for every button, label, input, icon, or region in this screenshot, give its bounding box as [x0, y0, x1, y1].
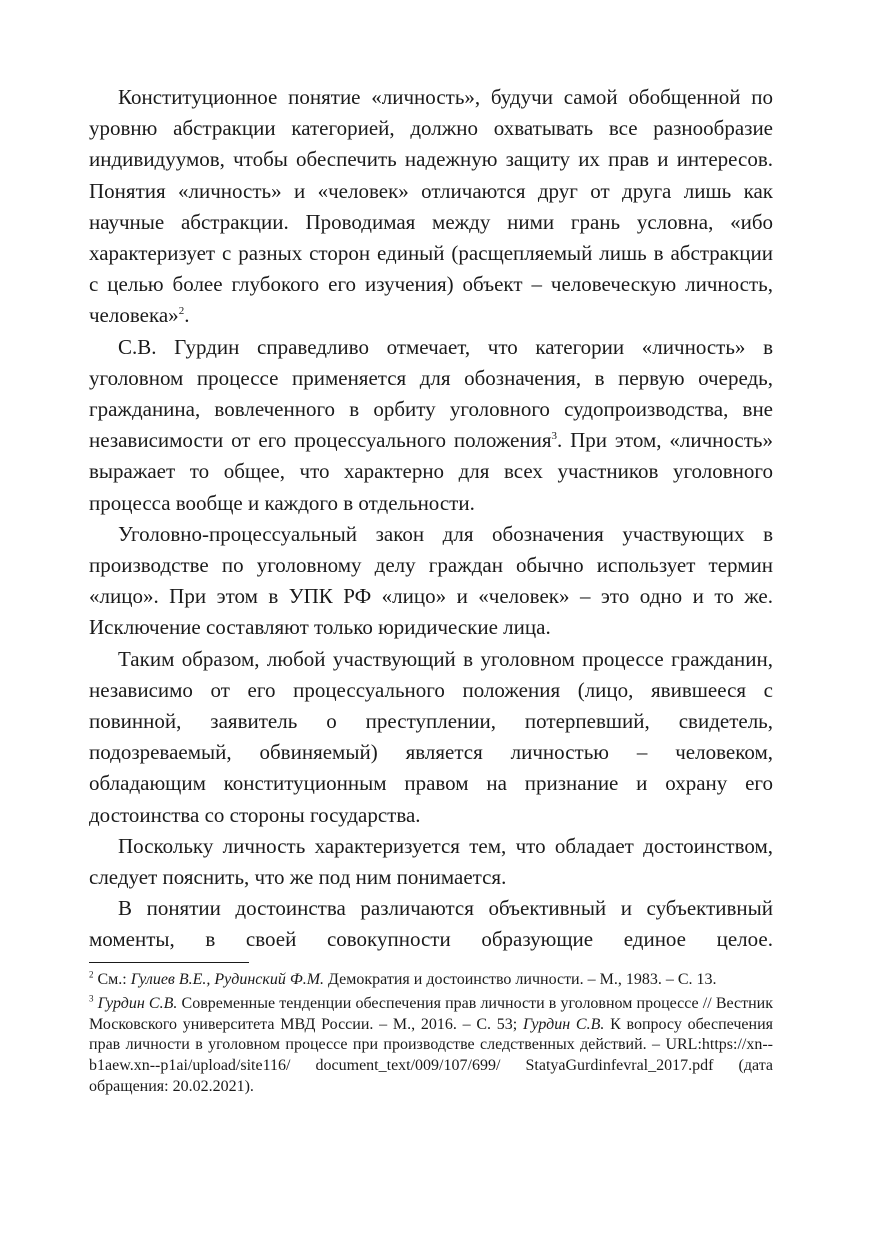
paragraph-4: Таким образом, любой участвующий в уголовном процессе гражданин, независимо от его процессуального положения (лицо, явившееся с повинной, заявитель о преступлении, потерпевший, свидетель, подозреваемый, обвиняемый) является личностью – человеком, обладающим конституционным правом на признание и охрану его достоинства со стороны государства.: [89, 646, 773, 827]
footnote-author: Гурдин С.В.: [93, 995, 178, 1013]
paragraph-3: Уголовно-процессуальный закон для обозначения участвующих в производстве по уголовному делу граждан обычно использует термин «лицо». При этом в УПК РФ «лицо» и «человек» – это одно и то же. Исключение составляют только юридические лица.: [89, 521, 773, 640]
paragraph-tail: .: [184, 303, 190, 328]
footnote-text: См.:: [93, 970, 131, 988]
paragraph-2: [89, 332, 773, 519]
footnote-text: Современные тенденции обеспечения прав личности в уголовном процессе // Вестник Московского университета МВД России. – М., 2016. – С. 53;: [89, 995, 773, 1033]
footnote-ref-2[interactable]: 2: [178, 305, 185, 318]
footnote-author: Гулиев В.Е., Рудинский Ф.М.: [130, 970, 325, 988]
footnote-3: [89, 994, 773, 1097]
paragraph-text: Конституционное понятие «личность», будучи самой обобщенной по уровню абстракции категорией, должно охватывать все разнообразие индивидуумов, чтобы обеспечить надежную защиту их прав и интересов. Понятия «личность» и «человек» отличаются друг от друга лишь как научные абстракции. Проводимая между ними грань условна, «ибо характеризует с разных сторон единый (расщепляемый лишь в абстракции с целью более глубокого его изучения) объект – человеческую личность, человека»: [89, 85, 773, 328]
footnote-text[interactable]: К вопросу обеспечения прав личности в уголовном процессе при производстве следственных действий. – URL:https://xn--b1aew.xn--p1ai/upload/site116/ document_text/009/107/699/ StatyaGurdinfevral_2017.pdf (дата обращения: 20.02.2021).: [89, 1015, 773, 1095]
paragraph-6: В понятии достоинства различаются объективный и субъективный моменты, в своей совокупности образующие единое целое.: [89, 896, 773, 952]
footnote-2: [89, 970, 773, 991]
paragraph-tail: . При этом, «личность» выражает то общее, что характерно для всех участников уголовного процесса вообще и каждого в отдельности.: [89, 428, 773, 515]
footnote-mark: 2: [89, 969, 94, 980]
footnote-separator: [89, 962, 249, 963]
paragraph-5: Поскольку личность характеризуется тем, что обладает достоинством, следует пояснить, что же под ним понимается.: [89, 833, 773, 890]
paragraph-text: С.В. Гурдин справедливо отмечает, что категории «личность» в уголовном процессе применяется для обозначения, в первую очередь, гражданина, вовлеченного в орбиту уголовного судопроизводства, вне независимости от его процессуального положения: [89, 334, 773, 453]
footnote-author: Гурдин С.В.: [523, 1015, 605, 1033]
footnote-mark: 3: [89, 993, 94, 1004]
footnote-text: Демократия и достоинство личности. – М., 1983. – С. 13.: [324, 970, 717, 988]
paragraph-1: [89, 82, 773, 332]
document-page: [89, 82, 773, 1101]
footnote-ref-3[interactable]: 3: [551, 430, 557, 443]
